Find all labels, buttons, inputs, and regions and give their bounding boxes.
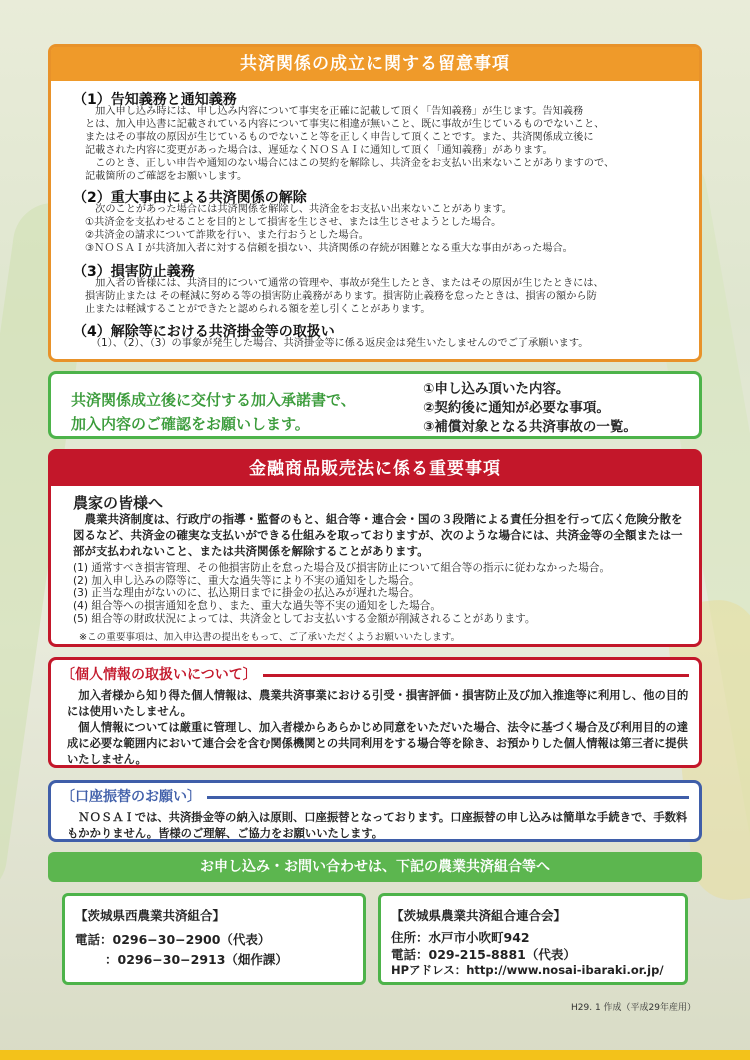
transfer-panel xyxy=(48,780,702,842)
notice-section-title: （3）損害防止義務 xyxy=(73,264,195,280)
finance-panel xyxy=(48,449,702,647)
notice-section-text: （1）、（2）、（3）の事象が発生した場合、共済掛金等に係る返戻金は発生いたしませんのでご了承願います。 xyxy=(91,338,589,349)
contact-org-name: 【茨城県農業共済組合連合会】 xyxy=(391,908,567,923)
notice-section-text: 次のことがあった場合には共済関係を解除し、共済金をお支払い出来ないことがあります。 ①共済金を支払わせることを目的として損害を生じさせ、または生じさせようとした場合。 ②共済金の請求について詐欺を行い、また行おうとした場合。 ③ＮＯＳＡＩが共済加入者に対する信頼を損ない、共済関係の存続が困難となる重大な事由があった場合。 xyxy=(85,204,573,254)
transfer-title: 〔口座振替のお願い〕 xyxy=(61,786,207,806)
contact-phone[interactable]: 電話：029-215-8881（代表） xyxy=(391,947,576,962)
contact-phone[interactable]: 電話：0296−30−2900（代表） xyxy=(75,932,271,947)
privacy-panel xyxy=(48,657,702,768)
footnote: H29. 1 作成（平成29年産用） xyxy=(571,1003,696,1013)
contact-phone[interactable]: ：0296−30−2913（畑作課） xyxy=(105,952,288,967)
notice-section-title: （1）告知義務と通知義務 xyxy=(73,92,237,108)
privacy-title: 〔個人情報の取扱いについて〕 xyxy=(61,664,263,684)
notice-title: 共済関係の成立に関する留意事項 xyxy=(51,47,699,81)
contact-box-federation xyxy=(378,893,688,985)
notice-section-title: （4）解除等における共済掛金等の取扱い xyxy=(73,324,335,340)
contact-address: 住所：水戸市小吹町942 xyxy=(391,930,530,945)
finance-list-item: (3) 正当な理由がないのに、払込期日までに掛金の払込みが遅れた場合。 xyxy=(73,587,420,600)
finance-list-item: (4) 組合等への損害通知を怠り、また、重大な過失等不実の通知をした場合。 xyxy=(73,600,441,613)
contact-url-link[interactable]: HPアドレス：http://www.nosai-ibaraki.or.jp/ xyxy=(391,963,664,977)
transfer-body: ＮＯＳＡＩでは、共済掛金等の納入は原則、口座振替となっております。口座振替の申し込みは簡単な手続きで、手数料もかかりません。皆様のご理解、ご協力をお願いいたします。 xyxy=(67,811,688,840)
confirm-message: 共済関係成立後に交付する加入承諾書で、 加入内容のご確認をお願いします。 xyxy=(71,391,356,433)
finance-list-item: (1) 通常すべき損害管理、その他損害防止を怠った場合及び損害防止について組合等の指示に従わなかった場合。 xyxy=(73,562,611,574)
finance-body: 農業共済制度は、行政庁の指導・監督のもと、組合等・連合会・国の３段階による責任分担を行って広く危険分散を図るなど、共済金の確実な支払いができる仕組みを取っておりますが、次のような場合には、共済金等の全額または一部が支払われないこと、または共済関係を解除することがあります。 xyxy=(73,512,683,558)
confirm-item: ①申し込み頂いた内容。 xyxy=(423,381,570,397)
contact-org-name: 【茨城県西農業共済組合】 xyxy=(75,908,226,923)
confirm-panel xyxy=(48,371,702,439)
contact-bar: お申し込み・お問い合わせは、下記の農業共済組合等へ xyxy=(48,852,702,882)
notice-panel xyxy=(48,44,702,362)
notice-section-text: 加入者の皆様には、共済目的について通常の管理や、事故が発生したとき、またはその原因が生じたときには、 損害防止または その軽減に努める等の損害防止義務があります。損害防止義務を怠ったときは、損害の額から防 止または軽減することができたと認められる額を差し引くことがあります。 xyxy=(85,278,604,315)
finance-greeting: 農家の皆様へ xyxy=(73,494,164,512)
finance-list xyxy=(73,562,610,626)
transfer-divider xyxy=(191,796,689,799)
bottom-stripe xyxy=(0,1050,750,1060)
finance-title: 金融商品販売法に係る重要事項 xyxy=(51,452,699,486)
confirm-item: ②契約後に通知が必要な事項。 xyxy=(423,400,610,416)
finance-list-item: (2) 加入申し込みの際等に、重大な過失等により不実の通知をした場合。 xyxy=(73,574,420,587)
notice-section-text: 加入申し込み時には、申し込み内容について事実を正確に記載して頂く「告知義務」が生じます。告知義務 とは、加入申込書に記載されている内容について事実に相違が無いこと、既に事故が生じているものでないこと、 またはその事故の原因が生じているものでないこと等を正しく申告して頂くことです。また、共済関係成立後に 記載された内容に変更があった場合は、遅延なくＮＯＳＡＩに通知して頂く「通知義務」があります。 このとき、正しい申告や通知のない場合にはこの契約を解除し、共済金をお支払い出来ないことがありますので、 記載箇所のご確認をお願いします。 xyxy=(85,106,615,182)
confirm-list xyxy=(423,380,637,437)
finance-list-item: (5) 組合等の財政状況によっては、共済金としてお支払いする金額が削減されることがあります。 xyxy=(73,612,536,625)
contact-box-kensei xyxy=(62,893,366,985)
confirm-item: ③補償対象となる共済事故の一覧。 xyxy=(423,419,637,435)
privacy-divider xyxy=(191,674,689,677)
privacy-body: 加入者様から知り得た個人情報は、農業共済事業における引受・損害評価・損害防止及び加入推進等に利用し、他の目的には使用いたしません。 個人情報については厳重に管理し、加入者様からあらかじめ同意をいただいた場合、法令に基づく場合及び利用目的の達成に必要な範囲内において連合会を含む関係機関との共同利用をする場合等を除き、お預かりした個人情報は第三者に提供いたしません。 xyxy=(67,689,689,766)
finance-note: ※この重要事項は、加入申込書の提出をもって、ご了承いただくようお願いいたします。 xyxy=(79,632,461,643)
notice-section-title: （2）重大事由による共済関係の解除 xyxy=(73,190,307,206)
